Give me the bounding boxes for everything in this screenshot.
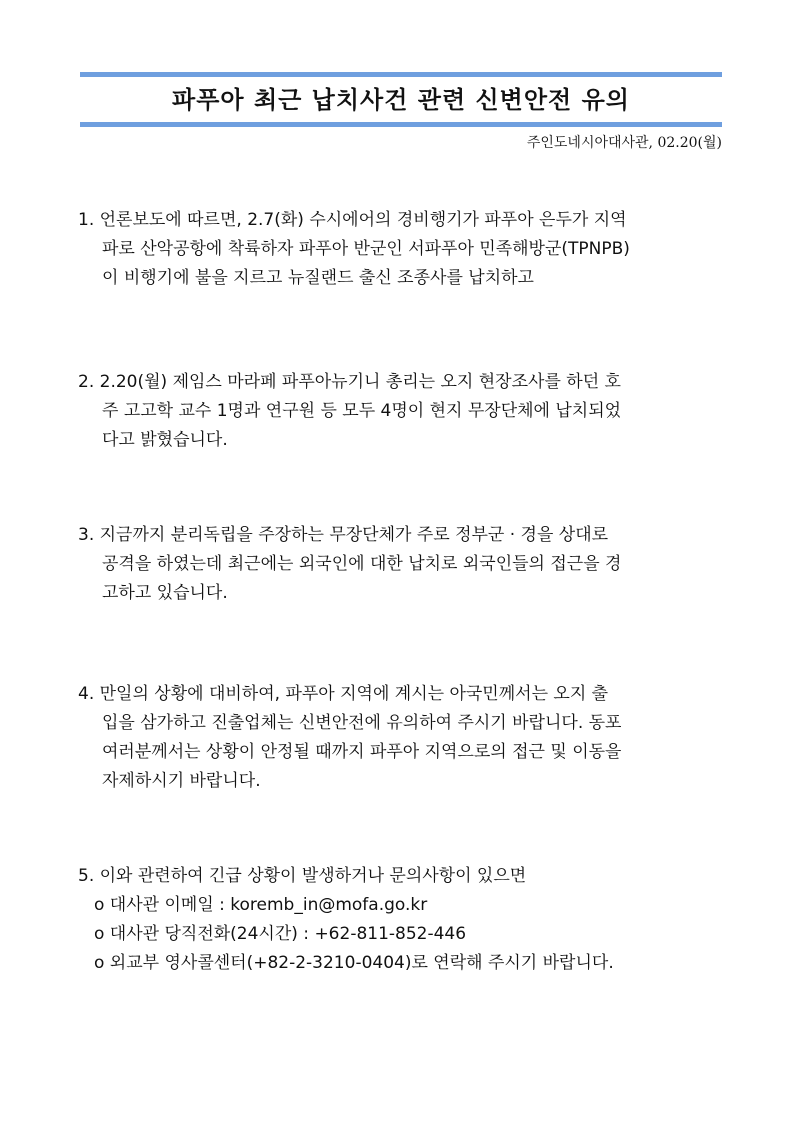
notice-item-5 (78, 862, 724, 978)
item-line: 입을 삼가하고 진출업체는 신변안전에 유의하여 주시기 바랍니다. 동포 (102, 713, 622, 733)
item-line: 3. 지금까지 분리독립을 주장하는 무장단체가 주로 정부군 · 경을 상대로 (78, 525, 609, 545)
issuer-date: 주인도네시아대사관, 02.20(월) (526, 135, 722, 151)
item-line: 여러분께서는 상황이 안정될 때까지 파푸아 지역으로의 접근 및 이동을 (102, 742, 622, 762)
header-bottom-rule (80, 122, 722, 127)
item-line: 2. 2.20(월) 제임스 마라페 파푸아뉴기니 총리는 오지 현장조사를 하던 호 (78, 372, 621, 392)
page-title: 파푸아 최근 납치사건 관련 신변안전 유의 (172, 86, 630, 114)
contact-email: o 대사관 이메일 : koremb_in@mofa.go.kr (94, 895, 428, 915)
contact-phone: o 대사관 당직전화(24시간) : +62-811-852-446 (94, 924, 467, 944)
notice-item-1 (78, 206, 724, 293)
item-line: 이 비행기에 불을 지르고 뉴질랜드 출신 조종사를 납치하고 (102, 268, 534, 288)
item-line: 파로 산악공항에 착륙하자 파푸아 반군인 서파푸아 민족해방군(TPNPB) (102, 239, 630, 259)
header-top-rule (80, 72, 722, 77)
notice-item-2 (78, 368, 724, 455)
contact-call-center: o 외교부 영사콜센터(+82-2-3210-0404)로 연락해 주시기 바랍니다. (94, 953, 614, 973)
item-line: 주 고고학 교수 1명과 연구원 등 모두 4명이 현지 무장단체에 납치되었 (102, 401, 622, 421)
item-line: 자제하시기 바랍니다. (102, 771, 261, 791)
item-line: 고하고 있습니다. (102, 583, 228, 603)
item-line: 1. 언론보도에 따르면, 2.7(화) 수시에어의 경비행기가 파푸아 은두가 지역 (78, 210, 627, 230)
item-line: 다고 밝혔습니다. (102, 430, 228, 450)
notice-item-3 (78, 521, 724, 608)
item-intro: 5. 이와 관련하여 긴급 상황이 발생하거나 문의사항이 있으면 (78, 866, 527, 886)
item-line: 공격을 하였는데 최근에는 외국인에 대한 납치로 외국인들의 접근을 경 (102, 554, 622, 574)
item-line: 4. 만일의 상황에 대비하여, 파푸아 지역에 계시는 아국민께서는 오지 출 (78, 684, 609, 704)
notice-item-4 (78, 680, 724, 796)
